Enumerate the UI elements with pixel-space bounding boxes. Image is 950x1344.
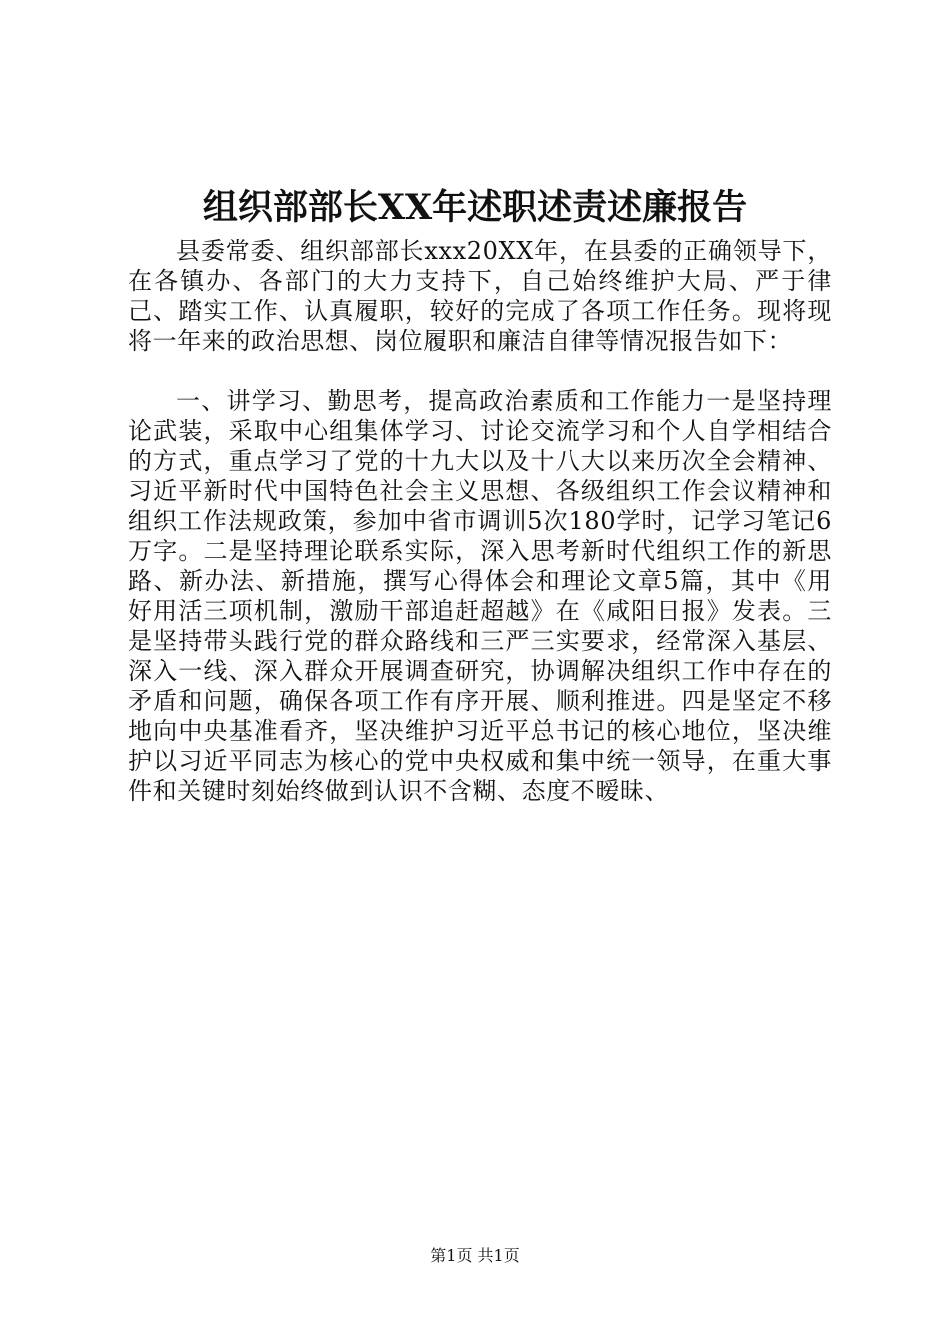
page-footer: 第1页 共1页: [430, 1246, 520, 1265]
paragraph-spacer: [128, 356, 832, 386]
document-title: 组织部部长XX年述职述责述廉报告: [202, 187, 748, 228]
paragraph-intro: 县委常委、组织部部长xxx20XX年，在县委的正确领导下，在各镇办、各部门的大力支持下，自己始终维护大局、严于律己、踏实工作、认真履职，较好的完成了各项工作任务。现将现将一年来的政治思想、岗位履职和廉洁自律等情况报告如下：: [128, 237, 832, 355]
document-body: [128, 236, 832, 806]
paragraph-section-one: 一、讲学习、勤思考，提高政治素质和工作能力一是坚持理论武装，采取中心组集体学习、讨论交流学习和个人自学相结合的方式，重点学习了党的十九大以及十八大以来历次全会精神、习近平新时代中国特色社会主义思想、各级组织工作会议精神和组织工作法规政策，参加中省市调训5次180学时，记学习笔记6万字。二是坚持理论联系实际，深入思考新时代组织工作的新思路、新办法、新措施，撰写心得体会和理论文章5篇，其中《用好用活三项机制，激励干部追赶超越》在《咸阳日报》发表。三是坚持带头践行党的群众路线和三严三实要求，经常深入基层、深入一线、深入群众开展调查研究，协调解决组织工作中存在的矛盾和问题，确保各项工作有序开展、顺利推进。四是坚定不移地向中央基准看齐，坚决维护习近平总书记的核心地位，坚决维护以习近平同志为核心的党中央权威和集中统一领导，在重大事件和关键时刻始终做到认识不含糊、态度不暧昧、: [128, 387, 832, 805]
